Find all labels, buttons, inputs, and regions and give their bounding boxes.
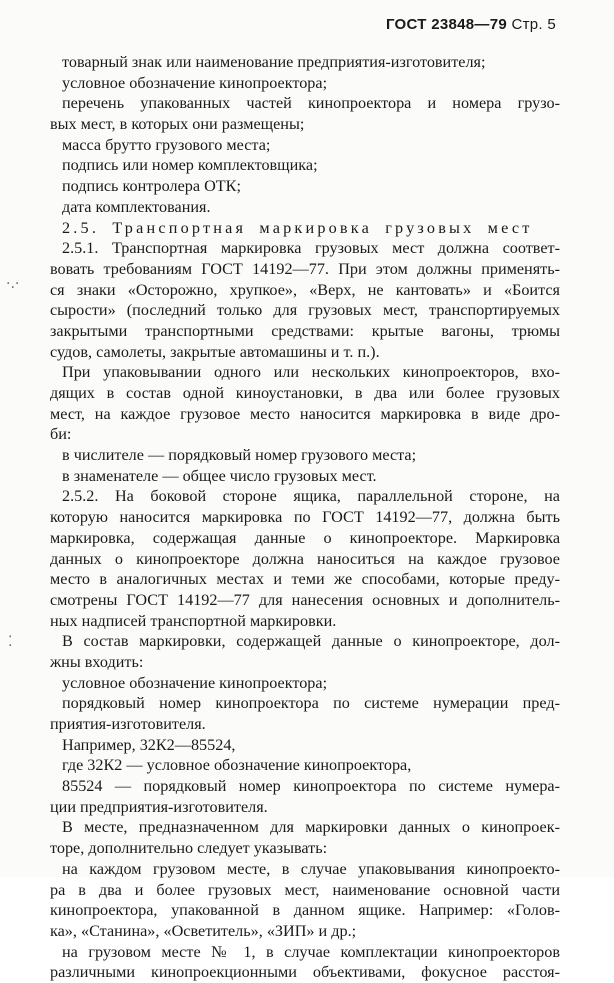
text-line: ся знаки «Осторожно, хрупкое», «Верх, не кантовать» и «Боится <box>50 280 560 299</box>
margin-mark: ·.· <box>6 276 20 292</box>
text-line: 2.5.1. Транспортная маркировка грузовых мест должна соответ- <box>62 239 560 258</box>
text-line: кинопроектора, упакованной в данном ящике. Например: «Голов- <box>50 901 560 920</box>
text-line: смотрены ГОСТ 14192—77 для нанесения основных и дополнитель- <box>50 590 560 609</box>
text-line: в знаменателе — общее число грузовых мест. <box>62 466 377 485</box>
text-line: При упаковывании одного или нескольких кинопроекторов, вхо- <box>62 363 560 382</box>
text-line: дящих в состав одной киноустановки, в два или более грузовых <box>50 384 560 402</box>
text-line: ных надписей транспортной маркировки. <box>50 611 337 630</box>
text-line: подпись контролера ОТК; <box>62 177 241 196</box>
text-line: сырости» (последний только для грузовых мест, транспортируемых <box>50 301 560 320</box>
text-line: масса брутто грузового места; <box>62 135 271 154</box>
text-line: где 32К2 — условное обозначение кинопроектора, <box>62 756 412 775</box>
text-line: условное обозначение кинопроектора; <box>62 673 328 692</box>
text-line: на каждом грузовом месте, в случае упаковывания кинопроекто- <box>62 859 560 878</box>
text-line: В месте, предназначенном для маркировки данных о кинопроек- <box>62 818 560 837</box>
text-line: дата комплектования. <box>62 197 211 216</box>
standard-number: ГОСТ 23848—79 <box>385 16 507 33</box>
text-line: товарный знак или наименование предприятия-изготовителя; <box>62 53 486 71</box>
text-line: ка», «Станина», «Осветитель», «ЗИП» и др.; <box>50 921 357 940</box>
text-line: приятия-изготовителя. <box>50 715 206 733</box>
text-line: условное обозначение кинопроектора; <box>62 73 328 92</box>
text-line: 2.5. Транспортная маркировка грузовых мест <box>62 218 533 237</box>
text-line: подпись или номер комплектовщика; <box>62 156 318 175</box>
text-line: перечень упакованных частей кинопроектора и номера грузо- <box>62 94 560 113</box>
text-line: ра в два и более грузовых мест, наименование основной части <box>50 880 560 899</box>
text-line: судов, самолеты, закрытые автомашины и т. п.). <box>50 342 380 361</box>
text-line: место в аналогичных местах и теми же способами, которые преду- <box>50 570 560 589</box>
text-line: 85524 — порядковый номер кинопроектора по системе нумера- <box>62 777 560 796</box>
text-line: торе, дополнительно следует указывать: <box>50 839 328 858</box>
text-line: вовать требованиям ГОСТ 14192—77. При этом должны применять- <box>50 259 560 278</box>
text-line: маркировка, содержащая данные о кинопроекторе. Маркировка <box>50 528 560 547</box>
page-number: Стр. 5 <box>511 16 556 33</box>
text-line: порядковый номер кинопроектора по системе нумерации пред- <box>62 694 560 713</box>
text-line: которую наносится маркировка по ГОСТ 14192—77, должна быть <box>50 508 560 527</box>
text-line: закрытыми транспортными средствами: крытые вагоны, трюмы <box>50 321 560 340</box>
text-line: жны входить: <box>50 652 144 671</box>
text-line: ции предприятия-изготовителя. <box>50 797 268 816</box>
text-line: вых мест, в которых они размещены; <box>50 115 305 134</box>
text-line: данных о кинопроекторе должна наноситься на каждое грузовое <box>50 549 560 568</box>
text-line: в числителе — порядковый номер грузового места; <box>62 446 417 465</box>
text-line: би: <box>50 425 72 444</box>
text-line: на грузовом месте № 1, в случае комплектации кинопроекторов <box>62 942 560 961</box>
document-body <box>50 52 560 983</box>
text-line: В состав маркировки, содержащей данные о кинопроекторе, дол- <box>62 632 560 651</box>
text-line: различными кинопроекционными объективами, фокусное расстоя- <box>50 963 560 982</box>
text-line: мест, на каждое грузовое место наносится маркировка в виде дро- <box>50 404 560 423</box>
page-header <box>386 16 556 33</box>
margin-mark: ⁚ <box>8 634 13 650</box>
text-line: 2.5.2. На боковой стороне ящика, параллельной стороне, на <box>62 487 560 506</box>
text-line: Например, 32К2—85524, <box>62 735 236 754</box>
